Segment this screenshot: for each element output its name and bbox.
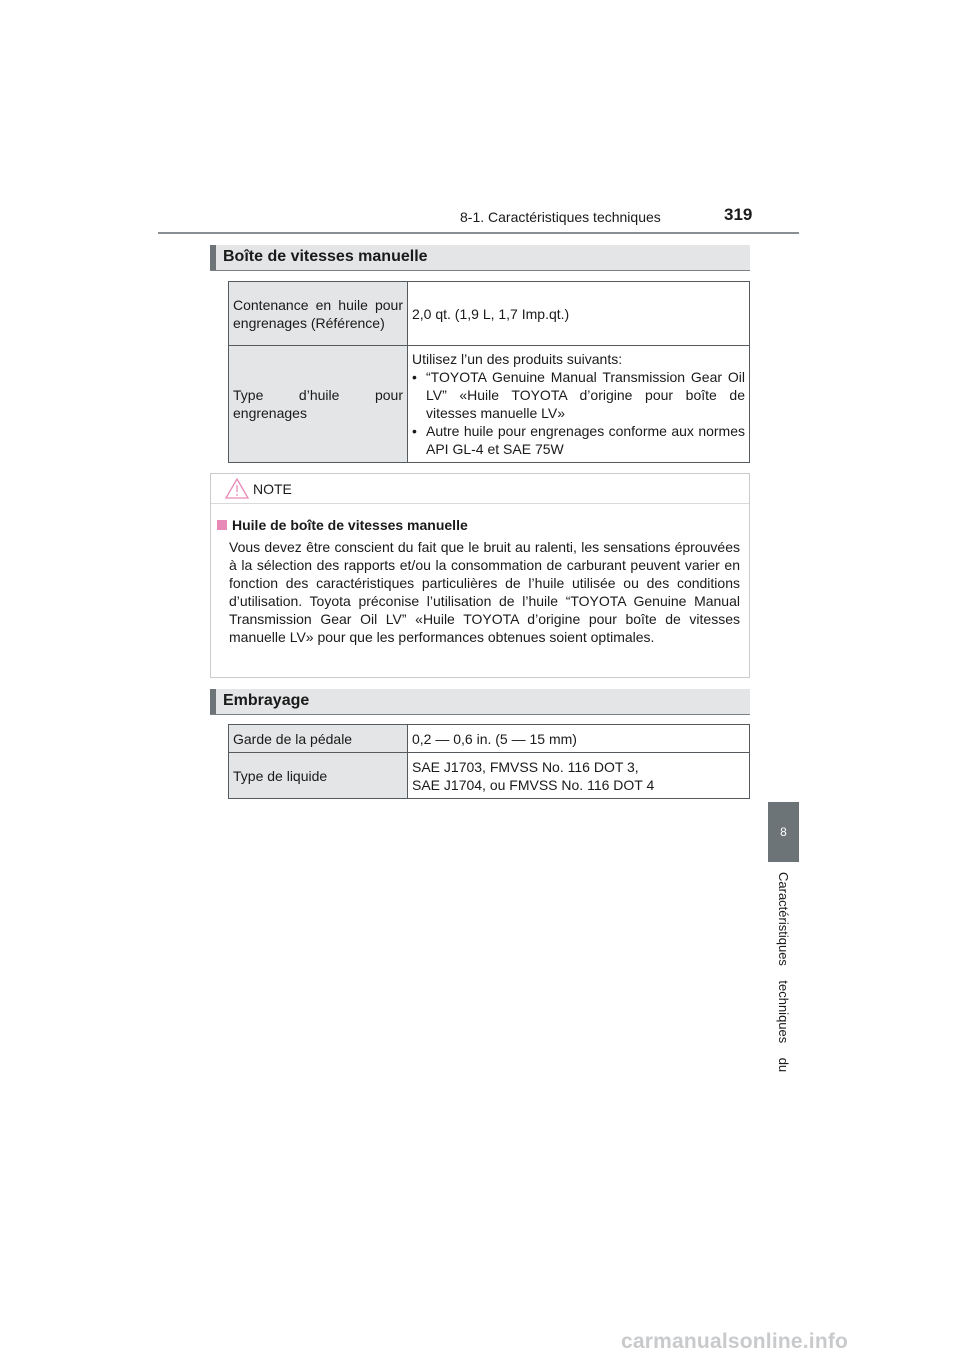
bullet-icon: • (412, 423, 417, 439)
watermark: carmanualsonline.info (621, 1330, 849, 1353)
section-heading-clutch (210, 689, 750, 715)
section-heading-text: Embrayage (223, 692, 310, 709)
table-row (229, 725, 750, 753)
section-heading-manual-transmission (210, 245, 750, 271)
fluid-type-line: SAE J1704, ou FMVSS No. 116 DOT 4 (412, 776, 655, 793)
table-cell-label: Garde de la pédale (229, 725, 408, 753)
table-cell-value (408, 753, 750, 799)
note-body-text: Vous devez être conscient du fait que le bruit au ralenti, les sensations éprouvées à la sélection des rapports et/ou la consommation de carburant peuvent varier en fonction des caractéristiques particulières de l’huile utilisée ou des conditions d’utilisation. Toyota préconise l’utilisation de l’huile “TOYOTA Genuine Manual Transmission Gear Oil LV” «Huile TOYOTA d’origine pour boîte de vitesses manuelle LV» pour que les performances obtenues soient optimales. (229, 539, 740, 645)
list-item (412, 422, 745, 458)
table-cell-value (408, 346, 750, 463)
note-header (211, 474, 749, 504)
note-label: NOTE (253, 481, 292, 497)
warning-triangle-icon (225, 478, 249, 499)
note-subheading-text: Huile de boîte de vitesses manuelle (232, 517, 468, 533)
section-heading-text: Boîte de vitesses manuelle (223, 248, 428, 265)
oil-type-intro: Utilisez l’un des produits suivants: (412, 351, 623, 367)
table-cell-label: Type de liquide (229, 753, 408, 799)
table-cell-value: 2,0 qt. (1,9 L, 1,7 Imp.qt.) (408, 282, 750, 346)
chapter-number: 8 (780, 825, 787, 839)
square-bullet-icon (217, 520, 227, 530)
table-cell-label: Contenance en huile pour engrenages (Référence) (229, 282, 408, 346)
list-item (412, 368, 745, 422)
heading-accent-bar (210, 245, 216, 270)
table-cell-value: 0,2 — 0,6 in. (5 — 15 mm) (408, 725, 750, 753)
note-subheading (217, 517, 468, 533)
note-box (210, 473, 750, 678)
header-section-title: 8-1. Caractéristiques techniques (460, 209, 661, 225)
table-cell-label: Type d’huile pour engrenages (229, 346, 408, 463)
table-row (229, 346, 750, 463)
heading-accent-bar (210, 689, 216, 714)
manual-transmission-spec-table (228, 281, 750, 463)
chapter-tab (768, 802, 799, 862)
list-item-text: “TOYOTA Genuine Manual Transmission Gear Oil LV” «Huile TOYOTA d’origine pour boîte de vitesses manuelle LV» (426, 369, 745, 421)
clutch-spec-table (228, 724, 750, 799)
table-row (229, 753, 750, 799)
page-number: 319 (724, 205, 753, 224)
header-divider (158, 232, 799, 234)
table-row (229, 282, 750, 346)
list-item-text: Autre huile pour engrenages conforme aux normes API GL-4 et SAE 75W (426, 423, 745, 457)
bullet-icon: • (412, 369, 417, 385)
fluid-type-line: SAE J1703, FMVSS No. 116 DOT 3, (412, 758, 639, 775)
chapter-side-label: Caractéristiques techniques du (776, 872, 791, 1073)
